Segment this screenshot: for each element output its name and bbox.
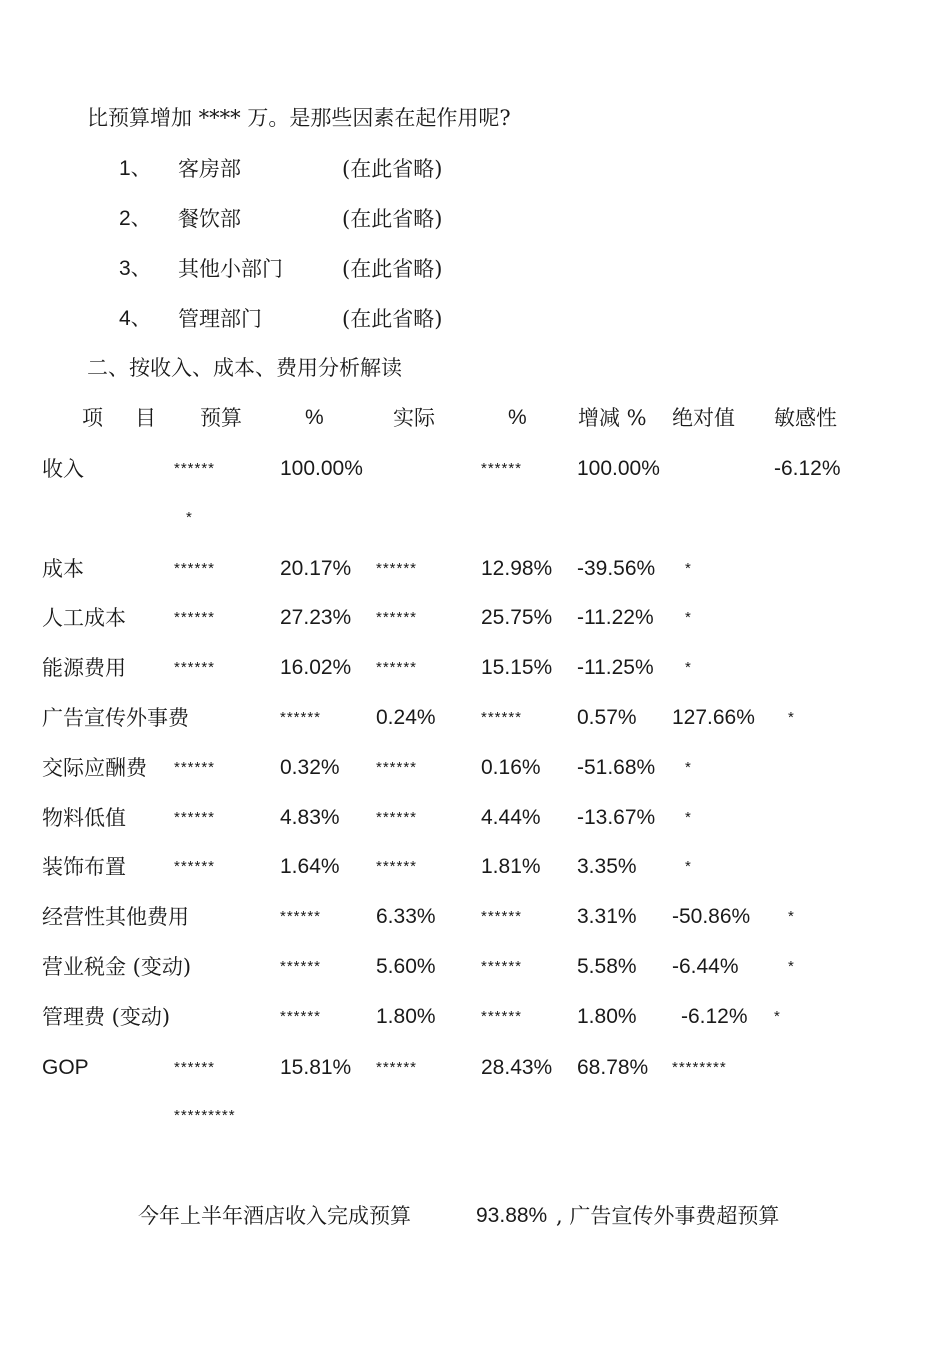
- actual-value: ******: [376, 609, 418, 626]
- budget-value: ******: [174, 1059, 216, 1076]
- budget-value: ******: [174, 609, 216, 626]
- absolute-mask: *: [685, 560, 692, 577]
- change-pct: -6.44%: [672, 955, 739, 978]
- absolute-mask: *: [685, 609, 692, 626]
- change-pct: 127.66%: [672, 706, 755, 729]
- actual-pct: 1.80%: [577, 1005, 637, 1028]
- actual-pct: 1.81%: [481, 855, 541, 878]
- department-note: (在此省略): [342, 157, 443, 181]
- absolute-mask: *: [685, 809, 692, 826]
- actual-value: ******: [481, 709, 523, 726]
- actual-pct: 15.15%: [481, 656, 553, 679]
- header-absolute: 绝对值: [672, 406, 735, 430]
- budget-value: ******: [280, 908, 322, 925]
- actual-value: ******: [481, 1008, 523, 1025]
- absolute-mask: *: [685, 858, 692, 875]
- budget-value: ******: [280, 1008, 322, 1025]
- budget-pct: 0.24%: [376, 706, 436, 729]
- department-name: 客房部: [178, 157, 241, 181]
- actual-pct: 100.00%: [577, 457, 660, 480]
- department-note: (在此省略): [342, 207, 443, 231]
- department-name: 管理部门: [178, 307, 262, 331]
- budget-value: ******: [174, 809, 216, 826]
- department-name: 餐饮部: [178, 207, 241, 231]
- actual-value: ******: [376, 659, 418, 676]
- department-number: 3、: [119, 257, 152, 280]
- change-pct: -11.22%: [577, 606, 654, 629]
- header-budget: 预算: [200, 406, 242, 430]
- summary-value: 93.88%: [476, 1204, 548, 1227]
- change-pct: 3.35%: [577, 855, 637, 878]
- row-item: 管理费 (变动): [42, 1005, 171, 1029]
- change-pct: -39.56%: [577, 557, 656, 580]
- change-pct: -11.25%: [577, 656, 654, 679]
- absolute-mask: *: [788, 958, 795, 975]
- absolute-mask: ********: [672, 1059, 727, 1076]
- actual-value: ******: [481, 908, 523, 925]
- actual-pct: 3.31%: [577, 905, 637, 928]
- actual-value: ******: [376, 858, 418, 875]
- header-change: 增减 %: [578, 406, 647, 430]
- absolute-mask: *: [774, 1008, 781, 1025]
- actual-pct: 5.58%: [577, 955, 637, 978]
- department-number: 2、: [119, 207, 152, 230]
- absolute-mask: *: [685, 659, 692, 676]
- wrapped-mask: *: [186, 509, 193, 526]
- absolute-mask: *: [685, 759, 692, 776]
- change-pct: -6.12%: [681, 1005, 748, 1028]
- actual-value: ******: [376, 1059, 418, 1076]
- department-number: 1、: [119, 157, 152, 180]
- budget-pct: 16.02%: [280, 656, 352, 679]
- header-budget-pct: %: [305, 406, 324, 429]
- row-item: 营业税金 (变动): [42, 955, 192, 979]
- budget-value: ******: [280, 709, 322, 726]
- header-sensitivity: 敏感性: [774, 406, 837, 430]
- change-pct: 68.78%: [577, 1056, 649, 1079]
- header-item-2: 目: [135, 406, 156, 430]
- header-actual: 实际: [393, 406, 435, 430]
- budget-value: ******: [174, 759, 216, 776]
- budget-pct: 0.32%: [280, 756, 340, 779]
- wrapped-mask: *********: [174, 1107, 236, 1124]
- row-item: 物料低值: [42, 806, 126, 830]
- change-pct: -50.86%: [672, 905, 751, 928]
- budget-value: ******: [174, 858, 216, 875]
- section-title: 二、按收入、成本、费用分析解读: [87, 356, 402, 380]
- department-note: (在此省略): [342, 307, 443, 331]
- budget-pct: 1.64%: [280, 855, 340, 878]
- department-note: (在此省略): [342, 257, 443, 281]
- actual-pct: 4.44%: [481, 806, 541, 829]
- budget-pct: 6.33%: [376, 905, 436, 928]
- absolute-mask: *: [788, 908, 795, 925]
- sensitivity-value: -6.12%: [774, 457, 841, 480]
- budget-value: ******: [174, 460, 216, 477]
- budget-pct: 1.80%: [376, 1005, 436, 1028]
- header-actual-pct: %: [508, 406, 527, 429]
- department-name: 其他小部门: [178, 257, 283, 281]
- actual-pct: 0.57%: [577, 706, 637, 729]
- summary-suffix: , 广告宣传外事费超预算: [556, 1204, 780, 1228]
- actual-pct: 12.98%: [481, 557, 553, 580]
- budget-pct: 15.81%: [280, 1056, 352, 1079]
- change-pct: -51.68%: [577, 756, 656, 779]
- change-pct: -13.67%: [577, 806, 656, 829]
- summary-prefix: 今年上半年酒店收入完成预算: [138, 1204, 411, 1228]
- row-item: 经营性其他费用: [42, 905, 189, 929]
- row-item: 广告宣传外事费: [42, 706, 189, 730]
- budget-pct: 20.17%: [280, 557, 352, 580]
- actual-pct: 25.75%: [481, 606, 553, 629]
- actual-value: ******: [376, 809, 418, 826]
- header-item-1: 项: [82, 406, 103, 430]
- row-item: 人工成本: [42, 606, 126, 630]
- budget-value: ******: [174, 659, 216, 676]
- actual-value: ******: [376, 560, 418, 577]
- row-item: 能源费用: [42, 656, 126, 680]
- budget-pct: 4.83%: [280, 806, 340, 829]
- intro-line: 比预算增加 **** 万。是那些因素在起作用呢?: [87, 106, 511, 130]
- actual-value: ******: [376, 759, 418, 776]
- department-number: 4、: [119, 307, 152, 330]
- budget-value: ******: [174, 560, 216, 577]
- row-item: 成本: [42, 557, 84, 581]
- actual-pct: 0.16%: [481, 756, 541, 779]
- absolute-mask: *: [788, 709, 795, 726]
- actual-pct: 28.43%: [481, 1056, 553, 1079]
- budget-pct: 27.23%: [280, 606, 352, 629]
- row-item: 收入: [42, 457, 84, 481]
- row-item: 交际应酬费: [42, 756, 147, 780]
- budget-pct: 100.00%: [280, 457, 363, 480]
- actual-value: ******: [481, 460, 523, 477]
- actual-value: ******: [481, 958, 523, 975]
- row-item: GOP: [42, 1056, 89, 1079]
- budget-value: ******: [280, 958, 322, 975]
- budget-pct: 5.60%: [376, 955, 436, 978]
- row-item: 装饰布置: [42, 855, 126, 879]
